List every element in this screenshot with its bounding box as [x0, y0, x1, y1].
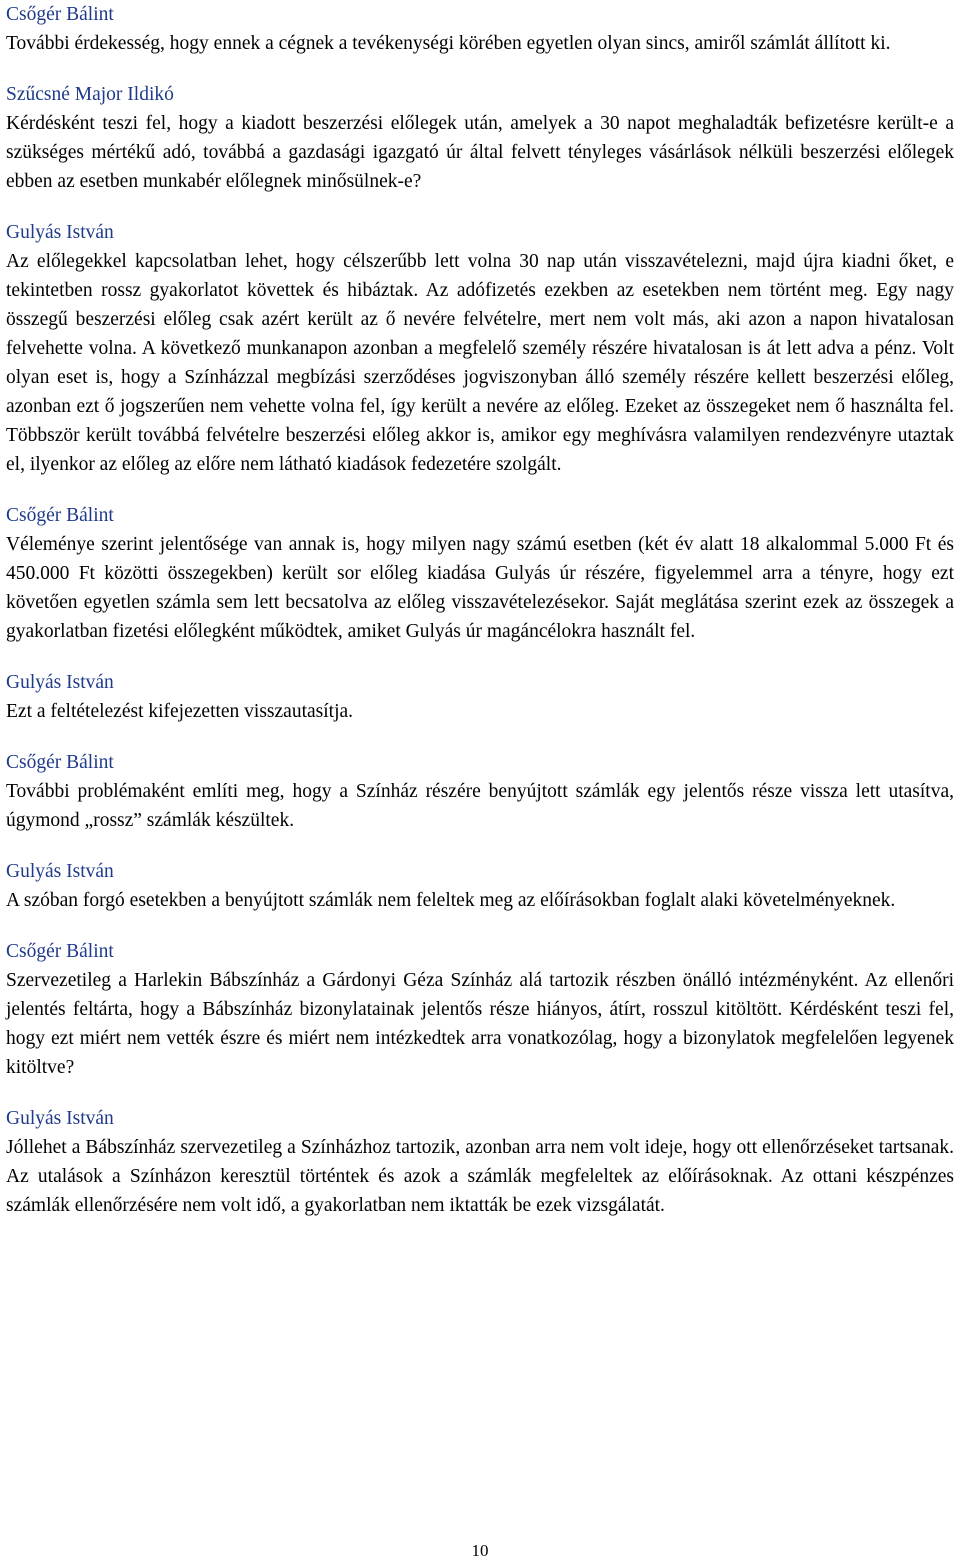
- document-page: [6, 0, 954, 1242]
- transcript-entry: [6, 668, 954, 726]
- speaker-name: Gulyás István: [6, 222, 114, 243]
- transcript-entry: [6, 857, 954, 915]
- speech-text: Ezt a feltételezést kifejezetten visszautasítja.: [6, 701, 354, 722]
- speech-text: A szóban forgó esetekben a benyújtott számlák nem feleltek meg az előírásokban foglalt alaki követelményeknek.: [6, 890, 896, 911]
- speaker-name: Csőgér Bálint: [6, 752, 114, 773]
- transcript-entry: [6, 937, 954, 1082]
- transcript-entry: [6, 1104, 954, 1220]
- speech-text: Szervezetileg a Harlekin Bábszínház a Gárdonyi Géza Színház alá tartozik részben önálló intézményként. Az ellenőri jelentés feltárta, hogy a Bábszínház bizonylatainak jelentős része hiányos, átírt, rosszul kitöltött. Kérdésként teszi fel, hogy ezt miért nem vették észre és miért nem intézkedtek arra vonatkozólag, hogy a bizonylatok megfelelően legyenek kitöltve?: [6, 970, 954, 1078]
- speaker-name: Csőgér Bálint: [6, 4, 114, 25]
- transcript-entry: [6, 501, 954, 646]
- speaker-name: Szűcsné Major Ildikó: [6, 84, 174, 105]
- speaker-name: Csőgér Bálint: [6, 505, 114, 526]
- transcript-entry: [6, 0, 954, 58]
- transcript-entry: [6, 80, 954, 196]
- speaker-name: Gulyás István: [6, 1108, 114, 1129]
- speaker-name: Gulyás István: [6, 861, 114, 882]
- speech-text: További érdekesség, hogy ennek a cégnek a tevékenységi körében egyetlen olyan sincs, amiről számlát állított ki.: [6, 33, 891, 54]
- speech-text: További problémaként említi meg, hogy a Színház részére benyújtott számlák egy jelentős része vissza lett utasítva, úgymond „rossz” számlák készültek.: [6, 781, 954, 831]
- speaker-name: Csőgér Bálint: [6, 941, 114, 962]
- speech-text: Kérdésként teszi fel, hogy a kiadott beszerzési előlegek után, amelyek a 30 napot meghaladták befizetésre került-e a szükséges mértékű adó, továbbá a gazdasági igazgató úr által felvett tényleges vásárlások nélküli beszerzési előlegek ebben az esetben munkabér előlegnek minősülnek-e?: [6, 113, 954, 192]
- transcript-entry: [6, 218, 954, 479]
- transcript-entry: [6, 748, 954, 835]
- speaker-name: Gulyás István: [6, 672, 114, 693]
- speech-text: Véleménye szerint jelentősége van annak is, hogy milyen nagy számú esetben (két év alatt 18 alkalommal 5.000 Ft és 450.000 Ft közötti összegekben) került sor előleg kiadása Gulyás úr részére, figyelemmel arra a tényre, hogy ezt követően egyetlen számla sem lett becsatolva az előleg visszavételezésekor. Saját meglátása szerint ezek az összegek a gyakorlatban fizetési előlegként működtek, amiket Gulyás úr magáncélokra használt fel.: [6, 534, 954, 642]
- speech-text: Jóllehet a Bábszínház szervezetileg a Színházhoz tartozik, azonban arra nem volt ideje, hogy ott ellenőrzéseket tartsanak. Az utalások a Színházon keresztül történtek és azok a számlák megfeleltek az előírásoknak. Az ottani készpénzes számlák ellenőrzésére nem volt idő, a gyakorlatban nem iktatták be ezek vizsgálatát.: [6, 1137, 954, 1216]
- page-number: 10: [471, 1541, 489, 1560]
- speech-text: Az előlegekkel kapcsolatban lehet, hogy célszerűbb lett volna 30 nap után visszavételezni, majd újra kiadni őket, e tekintetben rossz gyakorlatot követtek és hibáztak. Az adófizetés ezekben az esetekben nem történt meg. Egy nagy összegű beszerzési előleg csak azért került az ő nevére felvételre, mert nem volt más, aki azon a napon hivatalosan felvehette volna. A következő munkanapon azonban a megfelelő személy részére hivatalosan is át lett adva a pénz. Volt olyan eset is, hogy a Színházzal megbízási szerződéses jogviszonyban álló személy részére kellett beszerzési előleg, azonban ezt ő jogszerűen nem vehette volna fel, így került a nevére az előleg. Ezeket az összegeket nem ő használta fel. Többször került továbbá felvételre beszerzési előleg akkor is, amikor egy meghívásra valamilyen rendezvényre utaztak el, ilyenkor az előleg az előre nem látható kiadások fedezetére szolgált.: [6, 251, 954, 475]
